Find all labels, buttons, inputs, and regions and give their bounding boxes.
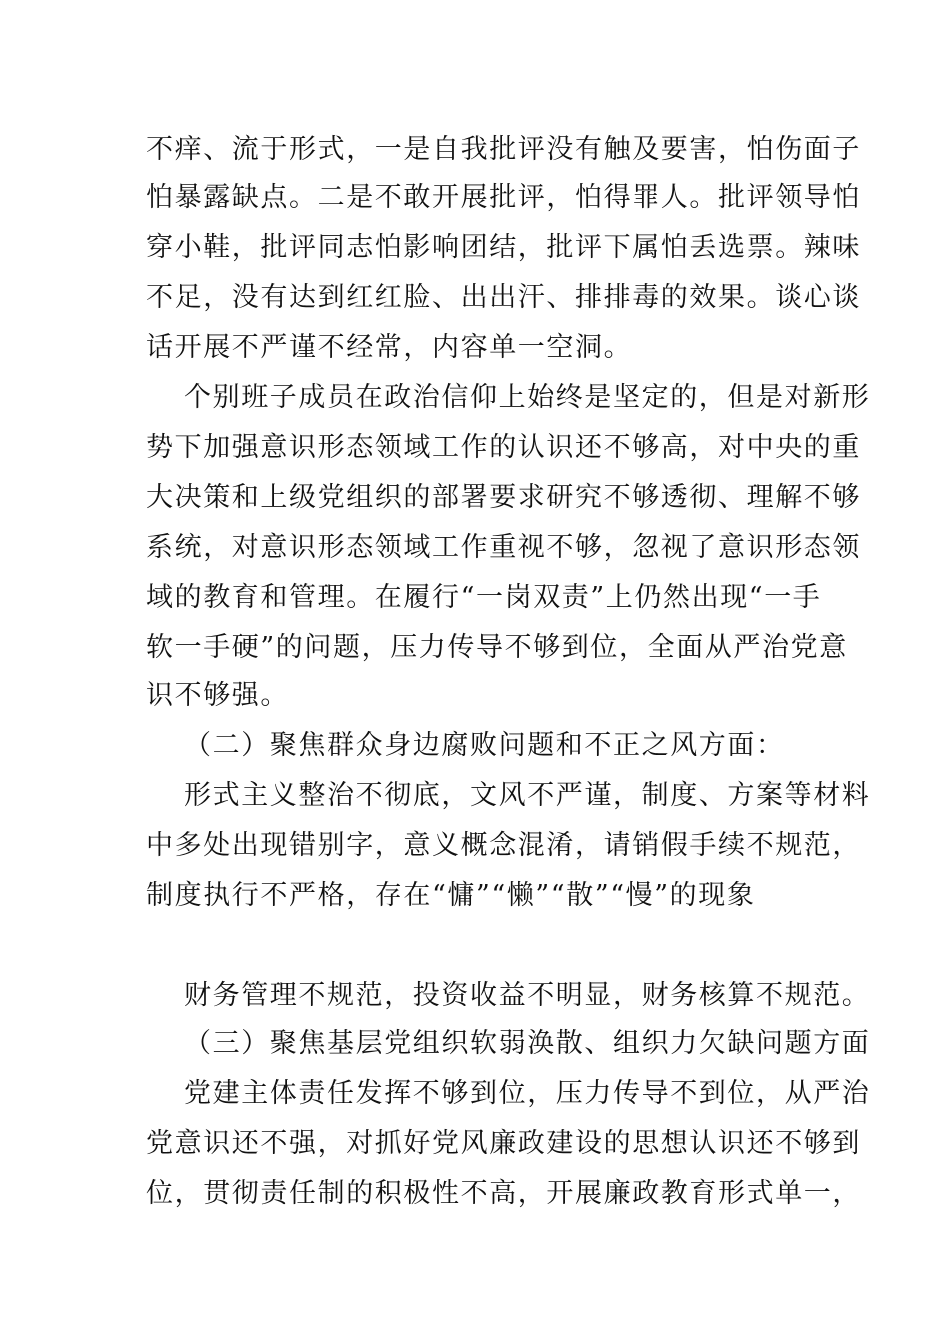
text-line: 穿小鞋，批评同志怕影响团结，批评下属怕丢选票。辣味 xyxy=(146,232,861,263)
text-line: 党意识还不强，对抓好党风廉政建设的思想认识还不够到 xyxy=(146,1128,861,1159)
text-line: 中多处出现错别字，意义概念混淆，请销假手续不规范， xyxy=(146,830,861,861)
text-line: 势下加强意识形态领域工作的认识还不够高，对中央的重 xyxy=(146,432,861,463)
text-line: 域的教育和管理。在履行“一岗双责”上仍然出现“一手 xyxy=(146,582,822,613)
text-line: 制度执行不严格，存在“慵”“懒”“散”“慢”的现象 xyxy=(146,880,756,911)
paragraph-first-line: 形式主义整治不彻底，文风不严谨，制度、方案等材料 xyxy=(184,780,871,811)
text-line: 不足，没有达到红红脸、出出汗、排排毒的效果。谈心谈 xyxy=(146,282,861,313)
text-line: 怕暴露缺点。二是不敢开展批评，怕得罪人。批评领导怕 xyxy=(146,182,861,213)
paragraph-first-line: 财务管理不规范，投资收益不明显，财务核算不规范。 xyxy=(184,980,871,1011)
text-line: 软一手硬”的问题，压力传导不够到位，全面从严治党意 xyxy=(146,632,848,663)
text-line: 识不够强。 xyxy=(146,680,289,711)
paragraph-first-line: 个别班子成员在政治信仰上始终是坚定的，但是对新形 xyxy=(184,382,871,413)
text-line: 系统，对意识形态领域工作重视不够，忽视了意识形态领 xyxy=(146,532,861,563)
text-line: 位，贯彻责任制的积极性不高，开展廉政教育形式单一， xyxy=(146,1178,861,1209)
text-line: 话开展不严谨不经常，内容单一空洞。 xyxy=(146,332,633,363)
section-heading-3: （三）聚焦基层党组织软弱涣散、组织力欠缺问题方面 xyxy=(184,1028,871,1059)
paragraph-first-line: 党建主体责任发挥不够到位，压力传导不到位，从严治 xyxy=(184,1078,871,1109)
section-heading-2: （二）聚焦群众身边腐败问题和不正之风方面： xyxy=(184,730,785,761)
text-line: 大决策和上级党组织的部署要求研究不够透彻、理解不够 xyxy=(146,482,861,513)
text-line: 不痒、流于形式，一是自我批评没有触及要害，怕伤面子 xyxy=(146,134,861,165)
